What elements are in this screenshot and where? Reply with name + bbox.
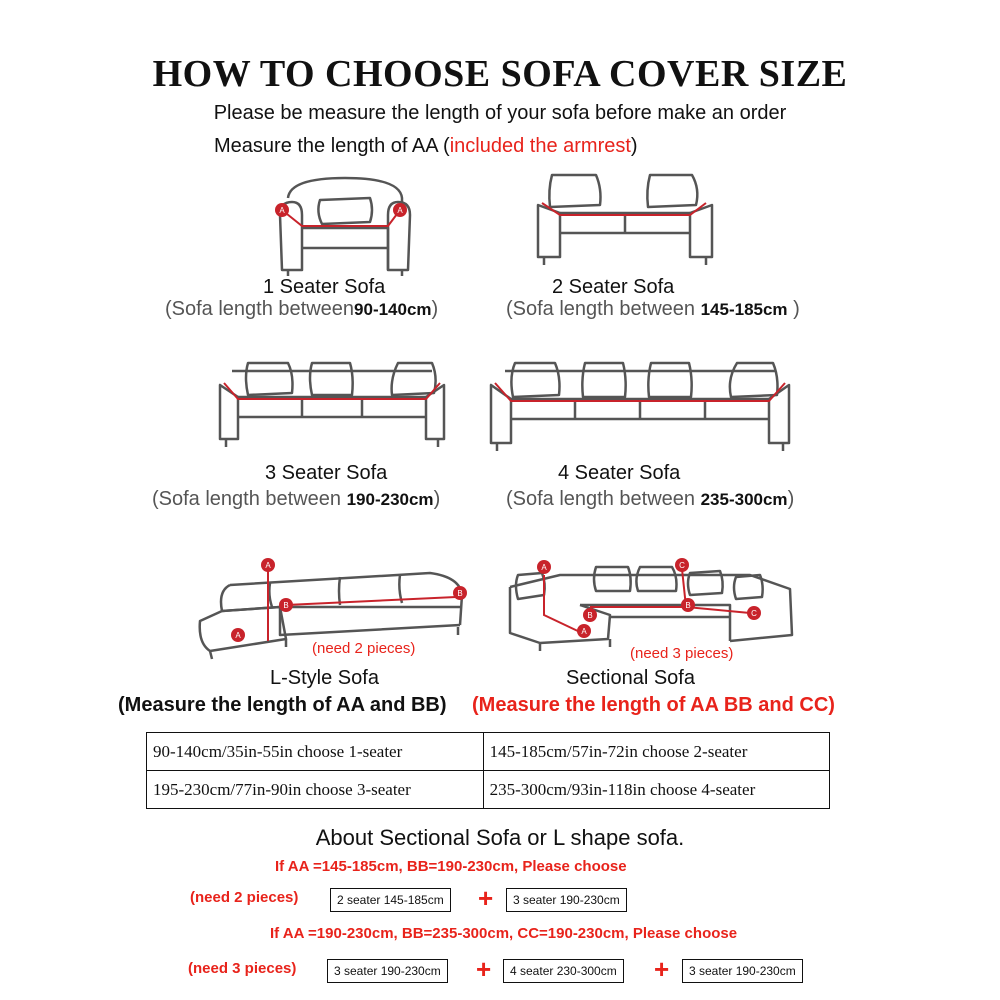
s-marker-a-top [537, 560, 551, 574]
svg-text:A: A [581, 627, 587, 636]
range-suffix: ) [793, 298, 800, 320]
l-marker-a-top [261, 558, 275, 572]
s-marker-c-right [747, 606, 761, 620]
l-marker-b-left [279, 598, 293, 612]
svg-text:B: B [457, 589, 463, 598]
three-seater-range [152, 488, 440, 511]
plus-icon: + [654, 954, 670, 984]
measure-prefix: Measure the length of AA ( [214, 135, 450, 157]
sectional-measure: (Measure the length of AA BB and CC) [472, 694, 835, 716]
table-cell: 195-230cm/77in-90in choose 3-seater [147, 771, 484, 809]
range-suffix: ) [431, 298, 439, 320]
s-marker-b-right [681, 598, 695, 612]
three-seater-illustration [212, 355, 452, 455]
marker-a-left [275, 203, 289, 217]
range-prefix: (Sofa length between [506, 298, 696, 320]
one-seater-name: 1 Seater Sofa [263, 276, 386, 298]
table-cell: 145-185cm/57in-72in choose 2-seater [483, 733, 829, 771]
one-seater-range [165, 298, 438, 321]
combo-one-item-2: 3 seater 190-230cm [506, 888, 627, 912]
svg-text:A: A [235, 631, 241, 640]
combo-one-item-1: 2 seater 145-185cm [330, 888, 451, 912]
table-row [147, 733, 830, 771]
range-suffix: ) [787, 488, 795, 510]
range-prefix: (Sofa length between [506, 488, 696, 510]
four-seater-range [506, 488, 794, 511]
about-heading: About Sectional Sofa or L shape sofa. [315, 825, 685, 850]
one-seater-illustration [270, 170, 420, 280]
table-row [147, 771, 830, 809]
combo-two-item-3: 3 seater 190-230cm [682, 959, 803, 983]
three-seater-name: 3 Seater Sofa [265, 462, 388, 484]
range-value: 190-230cm [346, 490, 434, 509]
four-seater-illustration [485, 355, 795, 460]
range-prefix: (Sofa length between [152, 488, 342, 510]
svg-text:A: A [279, 206, 285, 215]
svg-text:B: B [685, 601, 691, 610]
two-seater-range [506, 298, 800, 321]
two-seater-name: 2 Seater Sofa [552, 276, 675, 298]
range-value: 90-140cm [354, 300, 432, 319]
rule-one: If AA =145-185cm, BB=190-230cm, Please choose [275, 858, 627, 875]
l-style-need: (need 2 pieces) [312, 640, 416, 657]
sectional-need: (need 3 pieces) [630, 645, 734, 662]
table-cell: 90-140cm/35in-55in choose 1-seater [147, 733, 484, 771]
range-value: 235-300cm [700, 490, 788, 509]
measure-highlight: included the armrest [449, 135, 631, 157]
l-style-name: L-Style Sofa [270, 667, 379, 689]
combo-two-item-1: 3 seater 190-230cm [327, 959, 448, 983]
page-subtitle: Please be measure the length of your sofa before make an order [213, 102, 787, 124]
rule-two: If AA =190-230cm, BB=235-300cm, CC=190-230cm, Please choose [270, 925, 738, 942]
marker-a-right [393, 203, 407, 217]
l-marker-b-right [453, 586, 467, 600]
svg-text:C: C [751, 609, 757, 618]
svg-text:A: A [541, 563, 547, 572]
sectional-name: Sectional Sofa [566, 667, 695, 689]
combo-one-need: (need 2 pieces) [190, 889, 299, 906]
range-value: 145-185cm [700, 300, 788, 319]
range-suffix: ) [433, 488, 441, 510]
measure-suffix: ) [630, 135, 638, 157]
svg-text:B: B [587, 611, 593, 620]
sectional-illustration [500, 555, 800, 655]
four-seater-name: 4 Seater Sofa [558, 462, 681, 484]
s-marker-a-bottom [577, 624, 591, 638]
l-style-measure: (Measure the length of AA and BB) [118, 694, 447, 716]
combo-two-need: (need 3 pieces) [188, 960, 297, 977]
plus-icon: + [476, 954, 492, 984]
combo-two-item-2: 4 seater 230-300cm [503, 959, 624, 983]
svg-text:A: A [397, 206, 403, 215]
s-marker-b-left [583, 608, 597, 622]
size-table [146, 732, 830, 809]
l-marker-a-bottom [231, 628, 245, 642]
table-cell: 235-300cm/93in-118in choose 4-seater [483, 771, 829, 809]
page-title: HOW TO CHOOSE SOFA COVER SIZE [152, 53, 848, 95]
svg-text:A: A [265, 561, 271, 570]
range-prefix: (Sofa length between [165, 298, 355, 320]
measure-instruction [214, 135, 638, 158]
svg-text:C: C [679, 561, 685, 570]
two-seater-illustration [530, 165, 720, 275]
svg-text:B: B [283, 601, 289, 610]
plus-icon: + [478, 883, 494, 913]
s-marker-c-top [675, 558, 689, 572]
